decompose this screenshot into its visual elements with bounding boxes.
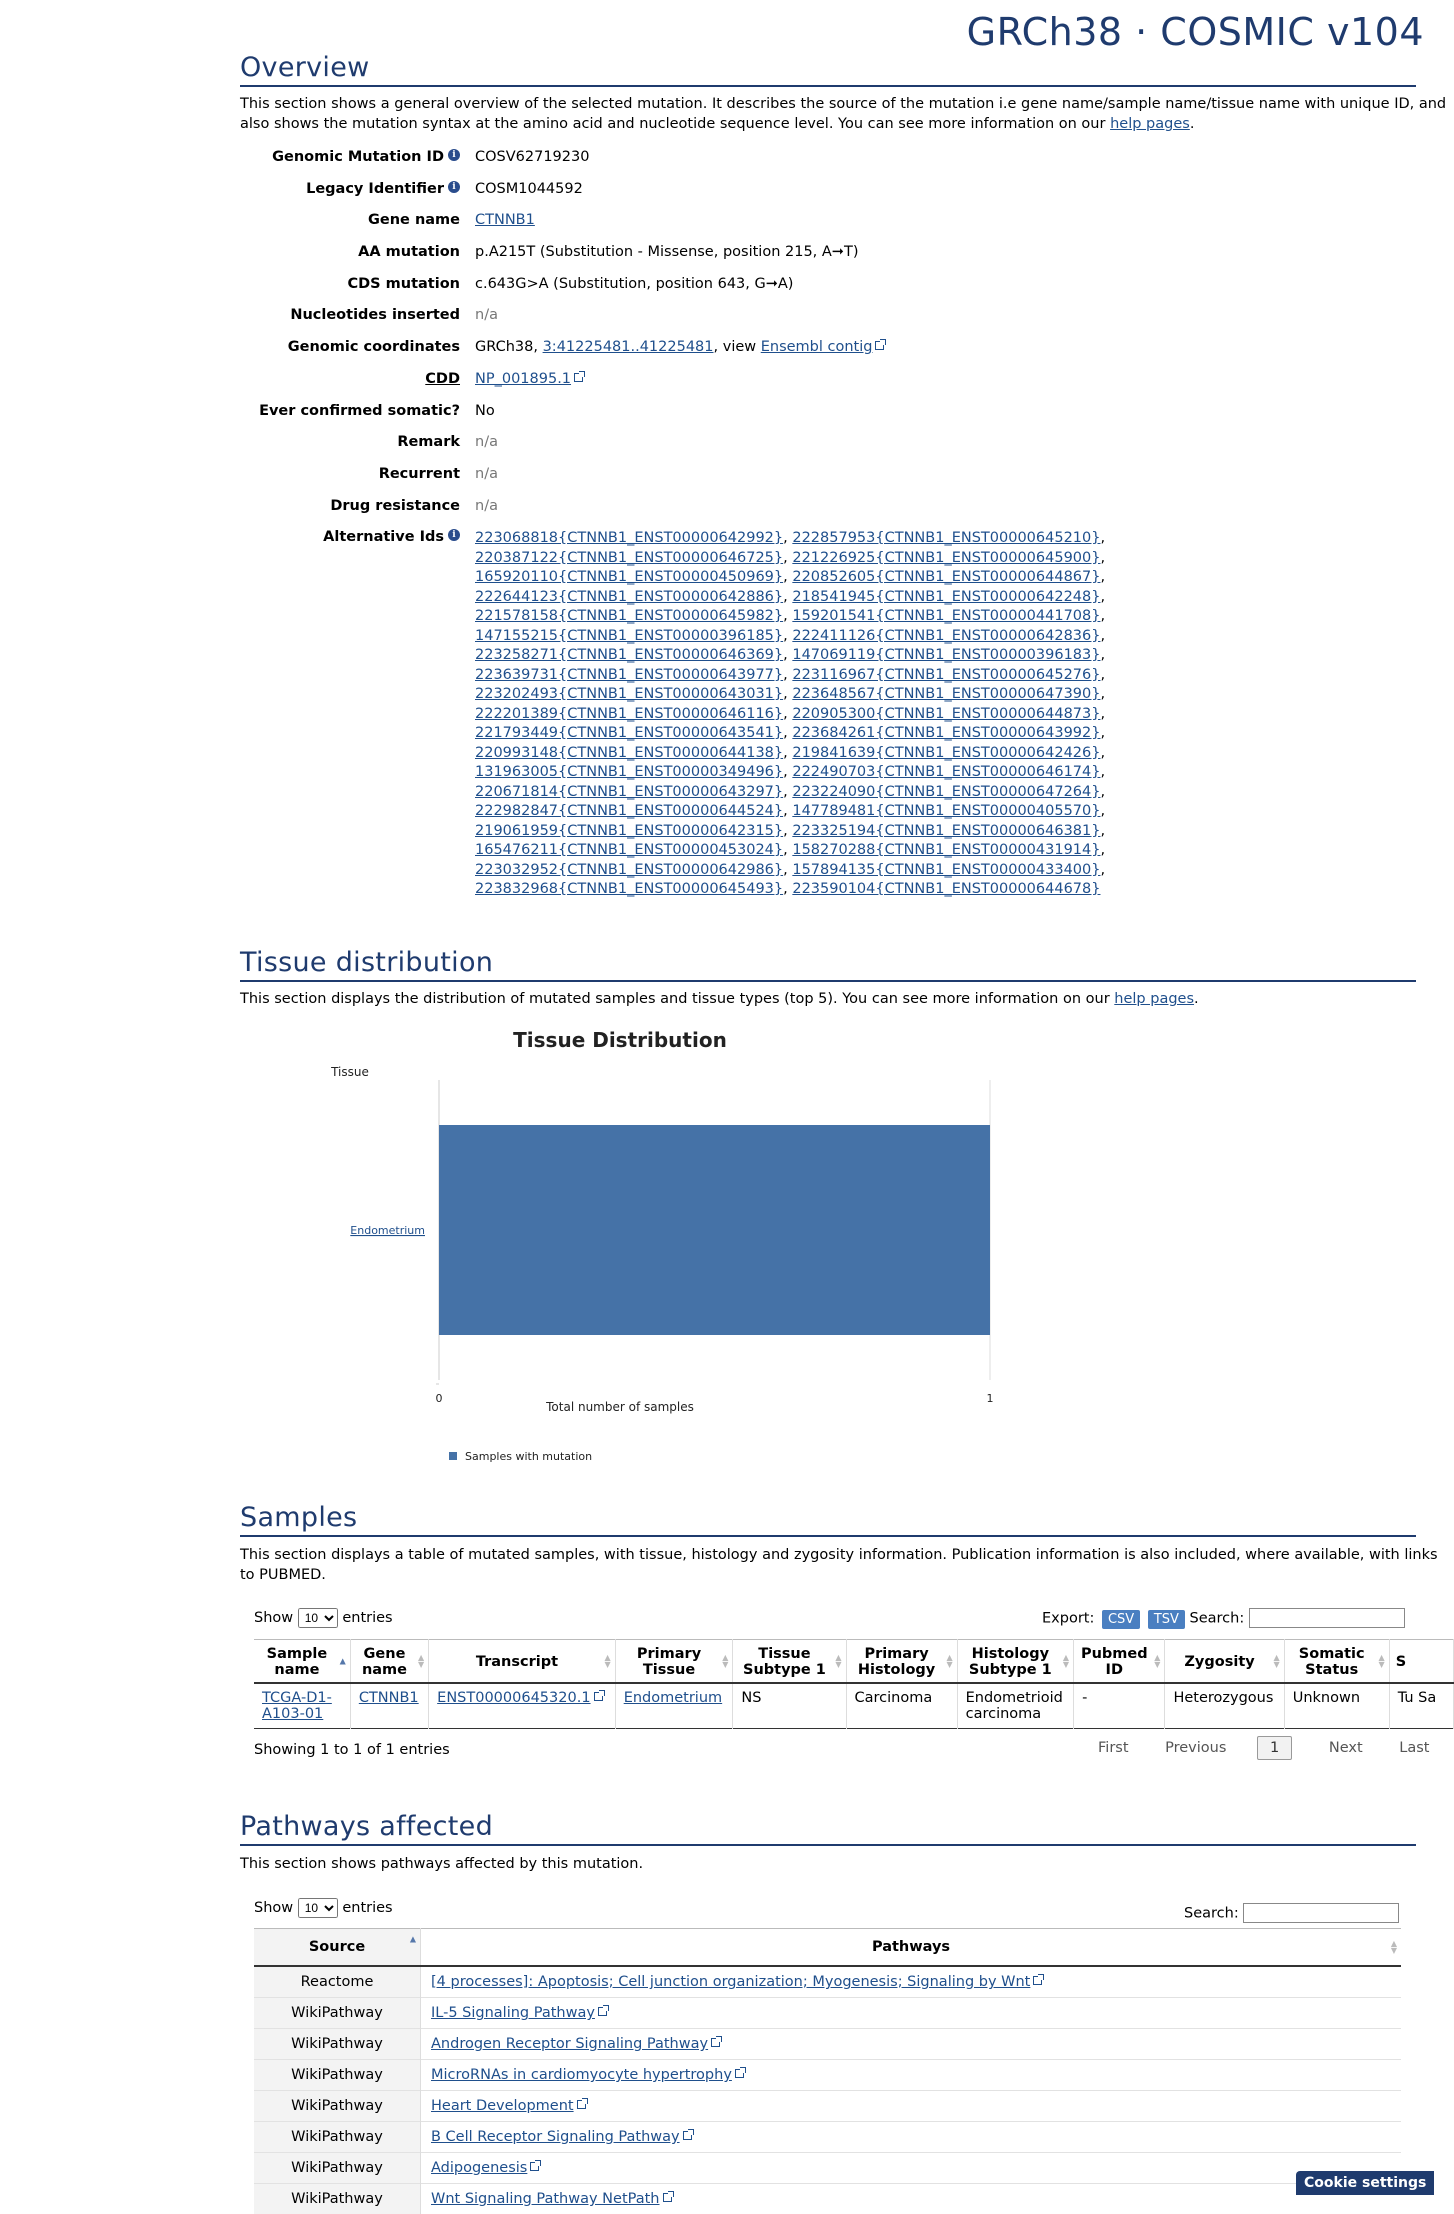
tissue-chart-svg	[240, 1025, 990, 1475]
alternative-ids-list	[475, 529, 1416, 900]
pathway-link[interactable]: [4 processes]: Apoptosis; Cell junction organization; Myogenesis; Signaling by Wnt	[431, 1974, 1030, 1990]
alt-id-line: 147155215{CTNNB1_ENST00000396185}, 222411126{CTNNB1_ENST00000642836},	[475, 627, 1416, 647]
field-genomic-coordinates	[240, 339, 1416, 371]
external-link-icon	[875, 341, 884, 350]
field-remark	[240, 434, 1416, 466]
field-value: COSV62719230	[475, 149, 1416, 165]
pathway-link[interactable]: MicroRNAs in cardiomyocyte hypertrophy	[431, 2067, 732, 2083]
field-label: Remark	[240, 434, 475, 450]
pathway-link[interactable]: IL-5 Signaling Pathway	[431, 2005, 595, 2021]
overview-fields	[240, 149, 1416, 900]
coord-prefix: GRCh38,	[475, 339, 543, 355]
alt-id-link[interactable]: 220905300{CTNNB1_ENST00000644873}	[792, 706, 1100, 722]
alt-id-line: 223832968{CTNNB1_ENST00000645493}, 223590104{CTNNB1_ENST00000644678}	[475, 880, 1416, 900]
chart-title: Tissue Distribution	[513, 1028, 727, 1052]
pathway-link[interactable]: Wnt Signaling Pathway NetPath	[431, 2191, 660, 2207]
alt-id-line: 223202493{CTNNB1_ENST00000643031}, 223648567{CTNNB1_ENST00000647390},	[475, 685, 1416, 705]
col-tissue-subtype[interactable]: Tissue Subtype 1 ▲ ▼	[733, 1640, 846, 1684]
table-row	[254, 2153, 1401, 2184]
pathways-length-control	[254, 1898, 393, 1918]
tissue-chart	[240, 1025, 990, 1475]
show-label: Show	[254, 1610, 293, 1626]
pathway-cell	[421, 2184, 1402, 2214]
field-label: Legacy Identifier	[306, 181, 444, 197]
alt-id-line: 222644123{CTNNB1_ENST00000642886}, 218541945{CTNNB1_ENST00000642248},	[475, 588, 1416, 608]
col-primary-histology[interactable]: Primary Histology ▲ ▼	[846, 1640, 957, 1684]
help-pages-link[interactable]: help pages	[1110, 116, 1190, 132]
chart-x-tick-label: 1	[987, 1392, 994, 1405]
field-label: Nucleotides inserted	[240, 307, 475, 323]
alt-id-link[interactable]: 223068818{CTNNB1_ENST00000642992}	[475, 530, 783, 546]
field-value: n/a	[475, 434, 1416, 450]
tissue-link[interactable]: Endometrium	[624, 1690, 722, 1706]
field-label: Recurrent	[240, 466, 475, 482]
somatic-status-cell: Unknown	[1284, 1683, 1389, 1729]
cookie-settings-button[interactable]: Cookie settings	[1296, 2171, 1434, 2195]
pager-last[interactable]: Last	[1399, 1740, 1429, 1756]
info-icon[interactable]: i	[448, 181, 460, 193]
csv-button[interactable]: CSV	[1102, 1610, 1140, 1629]
alt-id-line: 221578158{CTNNB1_ENST00000645982}, 159201541{CTNNB1_ENST00000441708},	[475, 607, 1416, 627]
pathways-header-row	[254, 1929, 1401, 1967]
tissue-intro-end: .	[1194, 991, 1199, 1007]
pathway-source: WikiPathway	[254, 2122, 421, 2153]
alt-id-line: 219061959{CTNNB1_ENST00000642315}, 223325194{CTNNB1_ENST00000646381},	[475, 822, 1416, 842]
alt-id-link[interactable]: 222201389{CTNNB1_ENST00000646116}	[475, 706, 783, 722]
entries-label: entries	[342, 1610, 392, 1626]
external-link-icon	[577, 2100, 586, 2109]
alt-id-line: 221793449{CTNNB1_ENST00000643541}, 223684261{CTNNB1_ENST00000643992},	[475, 724, 1416, 744]
transcript-link[interactable]: ENST00000645320.1	[437, 1690, 590, 1706]
pathway-link[interactable]: Heart Development	[431, 2098, 574, 2114]
pathway-link[interactable]: Adipogenesis	[431, 2160, 527, 2176]
tsv-button[interactable]: TSV	[1148, 1610, 1185, 1629]
field-cdd	[240, 371, 1416, 403]
field-value: n/a	[475, 498, 1416, 514]
gene-link[interactable]: CTNNB1	[475, 212, 535, 228]
alt-id-link[interactable]: 222411126{CTNNB1_ENST00000642836}	[792, 628, 1100, 644]
tissue-heading: Tissue distribution	[240, 947, 1416, 982]
col-gene-name[interactable]: Gene name ▲ ▼	[350, 1640, 428, 1684]
sort-icon: ▲ ▼	[1154, 1654, 1160, 1668]
field-genomic-mutation-id	[240, 149, 1416, 181]
col-pathways[interactable]: Pathways ▲ ▼	[421, 1929, 1402, 1967]
pathways-table-wrap	[254, 1928, 1401, 2214]
pathway-cell	[421, 2029, 1402, 2060]
alt-id-link[interactable]: 221578158{CTNNB1_ENST00000645982}	[475, 608, 783, 624]
alt-id-line: 222201389{CTNNB1_ENST00000646116}, 220905300{CTNNB1_ENST00000644873},	[475, 705, 1416, 725]
ensembl-contig-link[interactable]: Ensembl contig	[761, 339, 873, 355]
pathway-source: Reactome	[254, 1966, 421, 1998]
pager-previous[interactable]: Previous	[1165, 1740, 1226, 1756]
coordinates-link[interactable]: 3:41225481..41225481	[543, 339, 714, 355]
alt-id-link[interactable]: 222644123{CTNNB1_ENST00000642886}	[475, 589, 783, 605]
pathway-cell	[421, 2091, 1402, 2122]
alt-id-link[interactable]: 223258271{CTNNB1_ENST00000646369}	[475, 647, 783, 663]
field-label: Genomic Mutation ID	[272, 149, 444, 165]
pathway-source: WikiPathway	[254, 2060, 421, 2091]
alt-id-link[interactable]: 220387122{CTNNB1_ENST00000646725}	[475, 550, 783, 566]
export-label: Export:	[1042, 1611, 1094, 1627]
pathways-search	[1184, 1903, 1399, 1923]
field-ever-confirmed-somatic	[240, 403, 1416, 435]
samples-info: Showing 1 to 1 of 1 entries	[254, 1742, 450, 1758]
chart-bar	[439, 1125, 990, 1335]
col-zygosity[interactable]: Zygosity ▲ ▼	[1165, 1640, 1284, 1684]
pathway-cell	[421, 1966, 1402, 1998]
sort-asc-icon: ▲	[340, 1658, 346, 1665]
field-alternative-ids	[240, 529, 1416, 900]
overview-intro-end: .	[1190, 116, 1195, 132]
overview-intro	[240, 94, 1416, 134]
help-pages-link[interactable]: help pages	[1114, 991, 1194, 1007]
field-label: Gene name	[240, 212, 475, 228]
sort-icon: ▲ ▼	[1391, 1940, 1397, 1954]
sample-type-cell: Tu Sa	[1389, 1683, 1453, 1729]
alt-id-link[interactable]: 223032952{CTNNB1_ENST00000642986}	[475, 862, 783, 878]
pathways-search-input[interactable]	[1243, 1903, 1399, 1923]
sort-icon: ▲ ▼	[605, 1654, 611, 1668]
table-row	[254, 1683, 1454, 1729]
field-aa-mutation	[240, 244, 1416, 276]
col-sample-type[interactable]: S	[1389, 1640, 1453, 1684]
alt-id-link[interactable]: 222857953{CTNNB1_ENST00000645210}	[792, 530, 1100, 546]
tissue-intro-text: This section displays the distribution of mutated samples and tissue types (top 5). You can see more information on our	[240, 991, 1114, 1007]
page-title: GRCh38 · COSMIC v104	[967, 10, 1424, 54]
alt-id-link[interactable]: 131963005{CTNNB1_ENST00000349496}	[475, 764, 783, 780]
gene-link[interactable]: CTNNB1	[359, 1690, 419, 1706]
field-label: Genomic coordinates	[240, 339, 475, 355]
table-row	[254, 2091, 1401, 2122]
alt-id-link[interactable]: 219841639{CTNNB1_ENST00000642426}	[792, 745, 1100, 761]
alt-id-line: 220387122{CTNNB1_ENST00000646725}, 221226925{CTNNB1_ENST00000645900},	[475, 549, 1416, 569]
cdd-link[interactable]: NP_001895.1	[475, 371, 571, 387]
alt-id-line: 220993148{CTNNB1_ENST00000644138}, 219841639{CTNNB1_ENST00000642426},	[475, 744, 1416, 764]
alt-id-link[interactable]: 223590104{CTNNB1_ENST00000644678}	[792, 881, 1100, 897]
show-label: Show	[254, 1900, 293, 1916]
chart-category-label[interactable]: Endometrium	[350, 1224, 425, 1237]
external-link-icon	[683, 2131, 692, 2140]
field-recurrent	[240, 466, 1416, 498]
alt-id-line: 223032952{CTNNB1_ENST00000642986}, 157894135{CTNNB1_ENST00000433400},	[475, 861, 1416, 881]
alt-id-link[interactable]: 220852605{CTNNB1_ENST00000644867}	[792, 569, 1100, 585]
entries-label: entries	[342, 1900, 392, 1916]
alt-id-line: 220671814{CTNNB1_ENST00000643297}, 223224090{CTNNB1_ENST00000647264},	[475, 783, 1416, 803]
col-pubmed-id[interactable]: Pubmed ID ▲ ▼	[1074, 1640, 1165, 1684]
external-link-icon	[530, 2162, 539, 2171]
field-cds-mutation	[240, 276, 1416, 308]
samples-intro-line1: This section displays a table of mutated samples, with tissue, histology and zygosity information. Publication information is also included, where available, with links	[240, 1545, 1416, 1565]
pubmed-cell: -	[1074, 1683, 1165, 1729]
samples-intro	[240, 1545, 1416, 1585]
table-row	[254, 2184, 1401, 2214]
alt-id-link[interactable]: 223832968{CTNNB1_ENST00000645493}	[475, 881, 783, 897]
tissue-subtype-cell: NS	[733, 1683, 846, 1729]
col-histology-subtype[interactable]: Histology Subtype 1 ▲ ▼	[957, 1640, 1073, 1684]
alt-id-link[interactable]: 221226925{CTNNB1_ENST00000645900}	[792, 550, 1100, 566]
alt-id-link[interactable]: 223684261{CTNNB1_ENST00000643992}	[792, 725, 1100, 741]
pager-current[interactable]: 1	[1257, 1736, 1292, 1760]
pager-first[interactable]: First	[1098, 1740, 1129, 1756]
field-label: Ever confirmed somatic?	[240, 403, 475, 419]
alt-id-link[interactable]: 165920110{CTNNB1_ENST00000450969}	[475, 569, 783, 585]
coord-mid: , view	[714, 339, 761, 355]
samples-header-row	[254, 1640, 1454, 1684]
field-label: CDD	[425, 371, 460, 387]
field-legacy-identifier	[240, 181, 1416, 213]
alt-id-link[interactable]: 223639731{CTNNB1_ENST00000643977}	[475, 667, 783, 683]
col-source[interactable]: Source ▲	[254, 1929, 421, 1967]
histology-subtype-cell: Endometrioid carcinoma	[957, 1683, 1073, 1729]
alt-id-link[interactable]: 147155215{CTNNB1_ENST00000396185}	[475, 628, 783, 644]
pathway-source: WikiPathway	[254, 1998, 421, 2029]
pathway-source: WikiPathway	[254, 2029, 421, 2060]
pathways-intro: This section shows pathways affected by this mutation.	[240, 1854, 1416, 1874]
pathway-source: WikiPathway	[254, 2153, 421, 2184]
table-row	[254, 1966, 1401, 1998]
table-row	[254, 2060, 1401, 2091]
pathway-link[interactable]: B Cell Receptor Signaling Pathway	[431, 2129, 680, 2145]
pathway-cell	[421, 2060, 1402, 2091]
samples-pagination	[1066, 1740, 1429, 1756]
sort-icon: ▲ ▼	[946, 1654, 952, 1668]
samples-heading: Samples	[240, 1502, 1416, 1537]
field-label: Alternative Ids	[323, 529, 444, 545]
table-row	[254, 2122, 1401, 2153]
alt-id-link[interactable]: 147789481{CTNNB1_ENST00000405570}	[792, 803, 1100, 819]
pathway-cell	[421, 2122, 1402, 2153]
field-value: c.643G>A (Substitution, position 643, G➞A)	[475, 276, 1416, 292]
external-link-icon	[663, 2193, 672, 2202]
zygosity-cell: Heterozygous	[1165, 1683, 1284, 1729]
field-label: CDS mutation	[240, 276, 475, 292]
sort-icon: ▲ ▼	[418, 1654, 424, 1668]
pathway-cell	[421, 2153, 1402, 2184]
external-link-icon	[594, 1692, 603, 1701]
external-link-icon	[574, 373, 583, 382]
col-sample-name[interactable]: Sample name ▲	[254, 1640, 350, 1684]
chart-y-axis-label: Tissue	[330, 1065, 369, 1079]
field-nucleotides-inserted	[240, 307, 1416, 339]
sort-icon: ▲ ▼	[1274, 1654, 1280, 1668]
overview-intro-line1: This section shows a general overview of the selected mutation. It describes the source of the mutation i.e gene name/sample name/tissue name with unique ID, and	[240, 94, 1416, 114]
samples-table-wrap	[254, 1639, 1416, 1729]
field-value: n/a	[475, 466, 1416, 482]
samples-search-input[interactable]	[1249, 1608, 1405, 1628]
pathways-table	[254, 1928, 1401, 2214]
external-link-icon	[711, 2038, 720, 2047]
tissue-intro	[240, 989, 1416, 1009]
search-label: Search:	[1184, 1906, 1239, 1922]
col-primary-tissue[interactable]: Primary Tissue ▲ ▼	[615, 1640, 733, 1684]
alt-id-link[interactable]: 222982847{CTNNB1_ENST00000644524}	[475, 803, 783, 819]
alt-id-line: 165476211{CTNNB1_ENST00000453024}, 158270288{CTNNB1_ENST00000431914},	[475, 841, 1416, 861]
sort-icon: ▲ ▼	[835, 1654, 841, 1668]
col-somatic-status[interactable]: Somatic Status ▲ ▼	[1284, 1640, 1389, 1684]
pathways-heading: Pathways affected	[240, 1811, 1416, 1846]
alt-id-link[interactable]: 157894135{CTNNB1_ENST00000433400}	[792, 862, 1100, 878]
search-label: Search:	[1190, 1611, 1245, 1627]
alt-id-link[interactable]: 223116967{CTNNB1_ENST00000645276}	[792, 667, 1100, 683]
alt-id-link[interactable]: 223648567{CTNNB1_ENST00000647390}	[792, 686, 1100, 702]
alt-id-link[interactable]: 223325194{CTNNB1_ENST00000646381}	[792, 823, 1100, 839]
overview-heading: Overview	[240, 52, 1416, 87]
table-row	[254, 1998, 1401, 2029]
chart-x-axis-label: Total number of samples	[545, 1400, 694, 1414]
chart-x-tick-label: 0	[436, 1392, 443, 1405]
samples-length-control	[254, 1608, 393, 1628]
pathway-cell	[421, 1998, 1402, 2029]
info-icon[interactable]: i	[448, 529, 460, 541]
alt-id-link[interactable]: 222490703{CTNNB1_ENST00000646174}	[792, 764, 1100, 780]
alt-id-link[interactable]: 219061959{CTNNB1_ENST00000642315}	[475, 823, 783, 839]
table-row	[254, 2029, 1401, 2060]
alt-id-link[interactable]: 220671814{CTNNB1_ENST00000643297}	[475, 784, 783, 800]
alt-id-link[interactable]: 220993148{CTNNB1_ENST00000644138}	[475, 745, 783, 761]
pathway-source: WikiPathway	[254, 2091, 421, 2122]
field-drug-resistance	[240, 498, 1416, 530]
alt-id-link[interactable]: 221793449{CTNNB1_ENST00000643541}	[475, 725, 783, 741]
alt-id-link[interactable]: 158270288{CTNNB1_ENST00000431914}	[792, 842, 1100, 858]
sort-icon: ▲ ▼	[1063, 1654, 1069, 1668]
sample-link[interactable]: TCGA-D1-A103-01	[262, 1690, 334, 1722]
col-transcript[interactable]: Transcript ▲ ▼	[429, 1640, 616, 1684]
external-link-icon	[735, 2069, 744, 2078]
alt-id-line: 222982847{CTNNB1_ENST00000644524}, 147789481{CTNNB1_ENST00000405570},	[475, 802, 1416, 822]
samples-table	[254, 1639, 1454, 1729]
chart-legend-label: Samples with mutation	[465, 1450, 592, 1463]
overview-intro-line2: also shows the mutation syntax at the amino acid and nucleotide sequence level. You can see more information on our	[240, 116, 1110, 132]
field-label: AA mutation	[240, 244, 475, 260]
alt-id-line: 223258271{CTNNB1_ENST00000646369}, 147069119{CTNNB1_ENST00000396183},	[475, 646, 1416, 666]
alt-id-link[interactable]: 223202493{CTNNB1_ENST00000643031}	[475, 686, 783, 702]
alt-id-link[interactable]: 147069119{CTNNB1_ENST00000396183}	[792, 647, 1100, 663]
samples-intro-line2: to PUBMED.	[240, 1565, 1416, 1585]
pathways-length-select[interactable]	[298, 1898, 338, 1918]
sort-asc-icon: ▲	[410, 1936, 416, 1943]
pager-next[interactable]: Next	[1329, 1740, 1363, 1756]
field-label: Drug resistance	[240, 498, 475, 514]
alt-id-link[interactable]: 165476211{CTNNB1_ENST00000453024}	[475, 842, 783, 858]
samples-export-search	[1042, 1608, 1405, 1629]
field-value: No	[475, 403, 1416, 419]
field-value: COSM1044592	[475, 181, 1416, 197]
field-value: n/a	[475, 307, 1416, 323]
histology-cell: Carcinoma	[846, 1683, 957, 1729]
field-value: p.A215T (Substitution - Missense, position 215, A➞T)	[475, 244, 1416, 260]
external-link-icon	[1033, 1976, 1042, 1985]
alt-id-line: 223068818{CTNNB1_ENST00000642992}, 222857953{CTNNB1_ENST00000645210},	[475, 529, 1416, 549]
pathway-source: WikiPathway	[254, 2184, 421, 2214]
sort-icon: ▲ ▼	[1379, 1654, 1385, 1668]
alt-id-link[interactable]: 218541945{CTNNB1_ENST00000642248}	[792, 589, 1100, 605]
alt-id-link[interactable]: 223224090{CTNNB1_ENST00000647264}	[792, 784, 1100, 800]
alt-id-line: 131963005{CTNNB1_ENST00000349496}, 222490703{CTNNB1_ENST00000646174},	[475, 763, 1416, 783]
samples-length-select[interactable]	[298, 1608, 338, 1628]
alt-id-line: 223639731{CTNNB1_ENST00000643977}, 223116967{CTNNB1_ENST00000645276},	[475, 666, 1416, 686]
alt-id-line: 165920110{CTNNB1_ENST00000450969}, 220852605{CTNNB1_ENST00000644867},	[475, 568, 1416, 588]
info-icon[interactable]: i	[448, 149, 460, 161]
external-link-icon	[598, 2007, 607, 2016]
pathway-link[interactable]: Androgen Receptor Signaling Pathway	[431, 2036, 708, 2052]
chart-legend-swatch	[449, 1452, 457, 1460]
alt-id-link[interactable]: 159201541{CTNNB1_ENST00000441708}	[792, 608, 1100, 624]
field-gene-name	[240, 212, 1416, 244]
sort-icon: ▲ ▼	[722, 1654, 728, 1668]
